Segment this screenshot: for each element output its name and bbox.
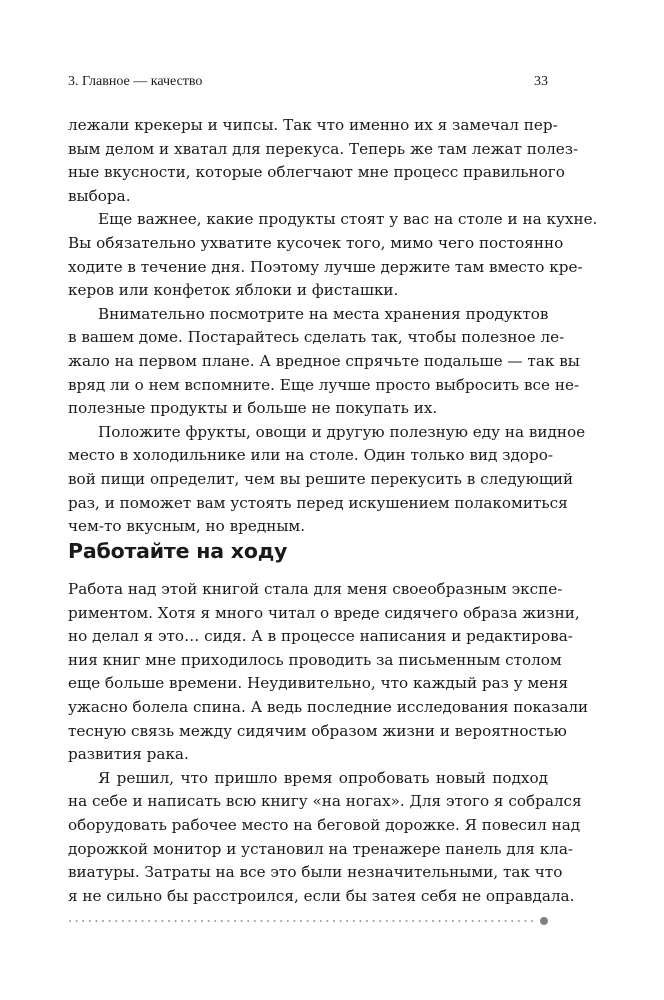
rule-dot <box>313 920 315 922</box>
rule-dot <box>135 920 137 922</box>
section-heading: Работайте на ходу <box>68 539 288 563</box>
text-line: развития рака. <box>68 745 189 764</box>
rule-dot <box>128 920 130 922</box>
text-line: Я решил, что пришло время опробовать новый подход <box>98 768 548 787</box>
rule-dot <box>359 920 361 922</box>
rule-dot <box>472 920 474 922</box>
rule-dot <box>412 920 414 922</box>
rule-dot <box>346 920 348 922</box>
rule-dot <box>511 920 513 922</box>
rule-dot <box>524 920 526 922</box>
rule-dot <box>425 920 427 922</box>
rule-dot <box>432 920 434 922</box>
rule-dot <box>452 920 454 922</box>
rule-dot <box>161 920 163 922</box>
rule-dot <box>122 920 124 922</box>
rule-dot <box>181 920 183 922</box>
text-line: место в холодильнике или на столе. Один только вид здоро- <box>68 446 553 465</box>
text-block-1 <box>68 114 598 539</box>
text-line: ния книг мне приходилось проводить за письменным столом <box>68 650 562 669</box>
text-line: жало на первом плане. А вредное спрячьте подальше — так вы <box>68 351 580 370</box>
rule-dot <box>76 920 78 922</box>
rule-dot <box>208 920 210 922</box>
text-line: Еще важнее, какие продукты стоят у вас на столе и на кухне. <box>98 210 598 229</box>
rule-dot <box>406 920 408 922</box>
rule-dot <box>386 920 388 922</box>
text-line: лежали крекеры и чипсы. Так что именно их я замечал пер- <box>68 116 558 134</box>
rule-dot <box>168 920 170 922</box>
text-line: риментом. Хотя я много читал о вреде сидячего образа жизни, <box>68 603 580 622</box>
rule-dot <box>498 920 500 922</box>
rule-dot <box>307 920 309 922</box>
rule-dot <box>95 920 97 922</box>
rule-dot <box>465 920 467 922</box>
rule-dot <box>201 920 203 922</box>
rule-dot <box>82 920 84 922</box>
text-line: выбора. <box>68 186 131 205</box>
text-line: полезные продукты и больше не покупать их. <box>68 399 438 418</box>
rule-dot <box>115 920 117 922</box>
dotted-rule <box>68 916 548 926</box>
rule-dot <box>353 920 355 922</box>
rule-dot <box>326 920 328 922</box>
rule-dot <box>531 920 533 922</box>
text-line: вряд ли о нем вспомните. Еще лучше просто выбросить все не- <box>68 375 580 394</box>
rule-end-dot <box>540 917 548 925</box>
text-line: в вашем доме. Постарайтесь сделать так, чтобы полезное ле- <box>68 328 565 347</box>
rule-dot <box>518 920 520 922</box>
text-line: виатуры. Затраты на все это были незначительными, так что <box>68 863 563 882</box>
text-line: Внимательно посмотрите на места хранения продуктов <box>98 304 549 323</box>
rule-dot <box>300 920 302 922</box>
rule-dot <box>478 920 480 922</box>
rule-dot <box>458 920 460 922</box>
rule-dot <box>340 920 342 922</box>
rule-dot <box>419 920 421 922</box>
rule-dot <box>194 920 196 922</box>
text-line: Положите фрукты, овощи и другую полезную еду на видное <box>98 422 586 441</box>
rule-dot <box>366 920 368 922</box>
rule-dot <box>445 920 447 922</box>
rule-dot <box>142 920 144 922</box>
text-line: чем-то вкусным, но вредным. <box>68 517 306 536</box>
text-line: еще больше времени. Неудивительно, что каждый раз у меня <box>68 674 569 693</box>
rule-dot <box>287 920 289 922</box>
rule-dot <box>254 920 256 922</box>
text-line: я не сильно бы расстроился, если бы затея себя не оправдала. <box>68 886 575 905</box>
text-line: раз, и поможет вам устоять перед искушением полакомиться <box>68 493 568 512</box>
rule-dot <box>280 920 282 922</box>
rule-dot <box>267 920 269 922</box>
rule-dot <box>214 920 216 922</box>
text-line: тесную связь между сидячим образом жизни и вероятностью <box>68 721 567 740</box>
rule-dot <box>148 920 150 922</box>
rule-dot <box>333 920 335 922</box>
text-line: но делал я это… сидя. А в процессе написания и редактирова- <box>68 627 573 646</box>
text-line: вой пищи определит, чем вы решите перекусить в следующий <box>68 469 574 488</box>
text-line: керов или конфеток яблоки и фисташки. <box>68 281 399 300</box>
rule-dot <box>109 920 111 922</box>
rule-dot <box>260 920 262 922</box>
rule-dot <box>293 920 295 922</box>
rule-dot <box>89 920 91 922</box>
text-line: оборудовать рабочее место на беговой дорожке. Я повесил над <box>68 815 581 834</box>
rule-dot <box>491 920 493 922</box>
rule-dot <box>155 920 157 922</box>
rule-dot <box>234 920 236 922</box>
text-line: вым делом и хватал для перекуса. Теперь же там лежат полез- <box>68 139 579 158</box>
text-line: дорожкой монитор и установил на тренажере панель для кла- <box>68 839 574 858</box>
rule-dot <box>274 920 276 922</box>
text-line: Работа над этой книгой стала для меня своеобразным экспе- <box>68 580 563 598</box>
page-number: 33 <box>534 74 548 89</box>
rule-dot <box>485 920 487 922</box>
rule-dot <box>505 920 507 922</box>
rule-dots <box>69 920 533 922</box>
rule-dot <box>392 920 394 922</box>
rule-dot <box>188 920 190 922</box>
rule-dot <box>320 920 322 922</box>
rule-dot <box>399 920 401 922</box>
text-line: на себе и написать всю книгу «на ногах». Для этого я собрался <box>68 792 582 811</box>
rule-dot <box>175 920 177 922</box>
text-line: ужасно болела спина. А ведь последние исследования показали <box>68 697 589 716</box>
text-line: ходите в течение дня. Поэтому лучше держите там вместо кре- <box>68 257 583 276</box>
running-head <box>68 74 548 94</box>
text-block-2 <box>68 578 589 908</box>
text-line: ные вкусности, которые облегчают мне процесс правильного <box>68 163 565 182</box>
rule-dot <box>241 920 243 922</box>
rule-dot <box>247 920 249 922</box>
rule-dot <box>102 920 104 922</box>
rule-dot <box>227 920 229 922</box>
rule-dot <box>221 920 223 922</box>
text-line: Вы обязательно ухватите кусочек того, мимо чего постоянно <box>68 233 564 252</box>
rule-dot <box>379 920 381 922</box>
rule-dot <box>439 920 441 922</box>
rule-dot <box>373 920 375 922</box>
chapter-title: 3. Главное — качество <box>68 74 203 89</box>
rule-dot <box>69 920 71 922</box>
